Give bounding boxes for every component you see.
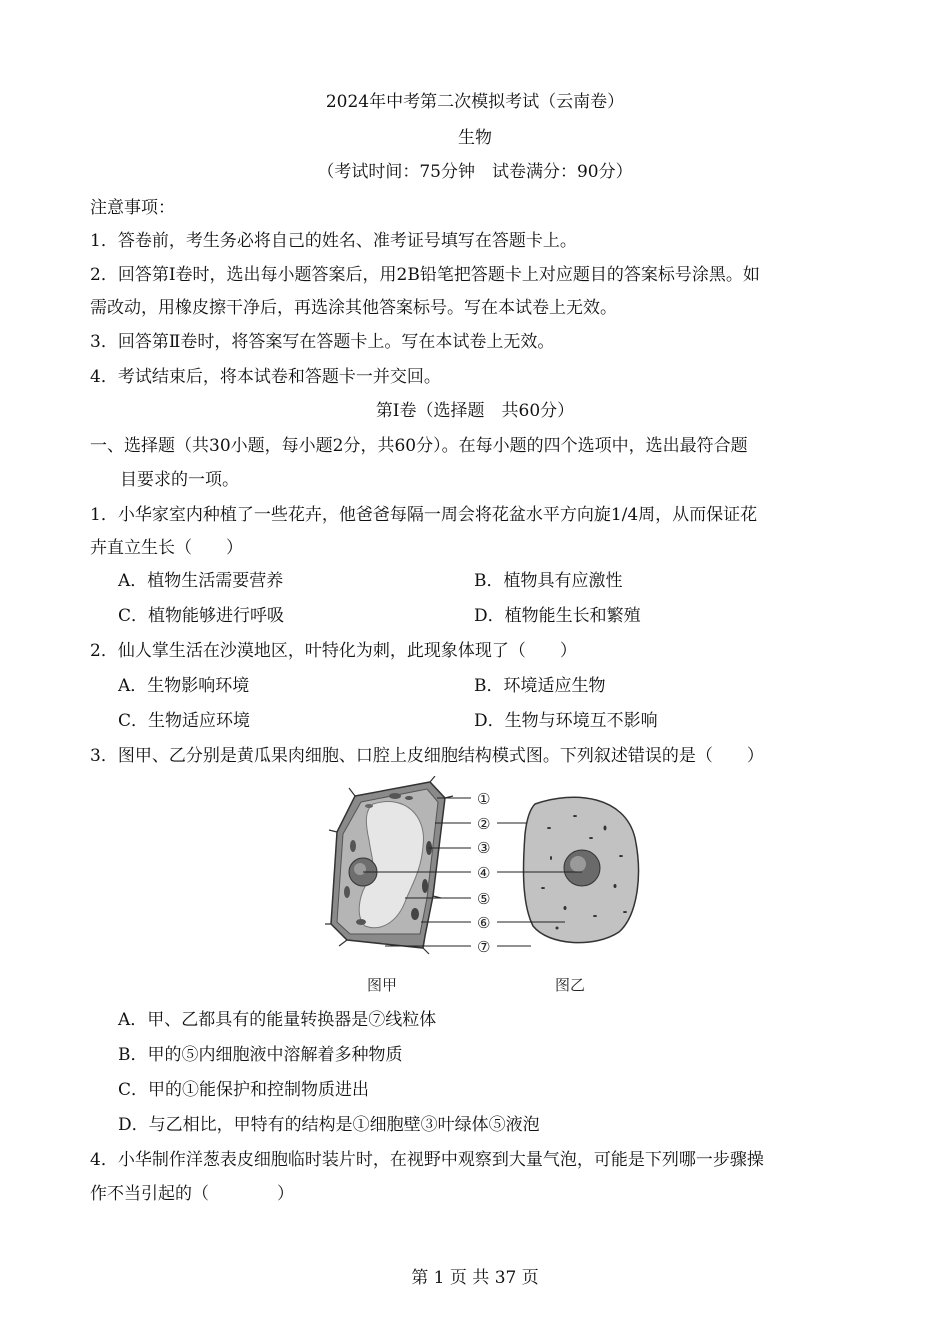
label-5: ⑤ [477, 890, 491, 908]
plant-cell-diagram [325, 776, 453, 954]
question-4-stem-cont: 作不当引起的（ ） [90, 1184, 294, 1204]
question-1-stem: 1．小华家室内种植了一些花卉，他爸爸每隔一周会将花盆水平方向旋1/4周，从而保证花 [90, 505, 758, 525]
question-3-stem: 3．图甲、乙分别是黄瓜果肉细胞、口腔上皮细胞结构模式图。下列叙述错误的是（ ） [90, 746, 764, 766]
caption-right: 图乙 [555, 976, 586, 994]
q3-option-a: A．甲、乙都具有的能量转换器是⑦线粒体 [118, 1010, 437, 1030]
notice-heading: 注意事项： [90, 198, 175, 218]
section-instructions-cont: 目要求的一项。 [120, 470, 239, 490]
question-4-stem: 4．小华制作洋葱表皮细胞临时装片时，在视野中观察到大量气泡，可能是下列哪一步骤操 [90, 1150, 764, 1170]
part1-heading: 第Ⅰ卷（选择题 共60分） [375, 401, 575, 421]
q1-option-b: B．植物具有应激性 [474, 571, 623, 591]
caption-left: 图甲 [367, 976, 398, 994]
section-instructions: 一、选择题（共30小题，每小题2分，共60分）。在每小题的四个选项中，选出最符合题 [90, 436, 748, 456]
notice-item: 2．回答第Ⅰ卷时，选出每小题答案后，用2B铅笔把答题卡上对应题目的答案标号涂黑。如 [90, 265, 760, 285]
label-1: ① [477, 790, 491, 808]
notice-item: 1．答卷前，考生务必将自己的姓名、准考证号填写在答题卡上。 [90, 231, 577, 251]
q2-option-a: A．生物影响环境 [118, 676, 250, 696]
animal-cell-diagram [523, 797, 638, 942]
notice-item: 3．回答第Ⅱ卷时，将答案写在答题卡上。写在本试卷上无效。 [90, 332, 555, 352]
q3-option-b: B．甲的⑤内细胞液中溶解着多种物质 [118, 1045, 403, 1065]
notice-item: 需改动，用橡皮擦干净后，再选涂其他答案标号。写在本试卷上无效。 [90, 298, 617, 318]
label-2: ② [477, 815, 491, 833]
exam-meta: （考试时间：75分钟 试卷满分：90分） [317, 162, 633, 182]
q3-option-d: D．与乙相比，甲特有的结构是①细胞壁③叶绿体⑤液泡 [118, 1115, 540, 1135]
label-6: ⑥ [477, 914, 491, 932]
question-2-stem: 2．仙人掌生活在沙漠地区，叶特化为刺，此现象体现了（ ） [90, 641, 577, 661]
cell-structure-figure [325, 776, 645, 998]
q1-option-c: C．植物能够进行呼吸 [118, 606, 285, 626]
exam-title: 2024年中考第二次模拟考试（云南卷） [325, 92, 625, 112]
q2-option-c: C．生物适应环境 [118, 711, 251, 731]
q1-option-a: A．植物生活需要营养 [118, 571, 284, 591]
q2-option-b: B．环境适应生物 [474, 676, 606, 696]
exam-subject: 生物 [458, 128, 492, 148]
q3-option-c: C．甲的①能保护和控制物质进出 [118, 1080, 370, 1100]
label-3: ③ [477, 839, 491, 857]
q1-option-d: D．植物能生长和繁殖 [474, 606, 641, 626]
question-1-stem-cont: 卉直立生长（ ） [90, 538, 243, 558]
q2-option-d: D．生物与环境互不影响 [474, 711, 658, 731]
label-7: ⑦ [477, 938, 491, 956]
page-number: 第 1 页 共 37 页 [411, 1268, 539, 1288]
label-4: ④ [477, 864, 491, 882]
notice-item: 4．考试结束后，将本试卷和答题卡一并交回。 [90, 367, 441, 387]
